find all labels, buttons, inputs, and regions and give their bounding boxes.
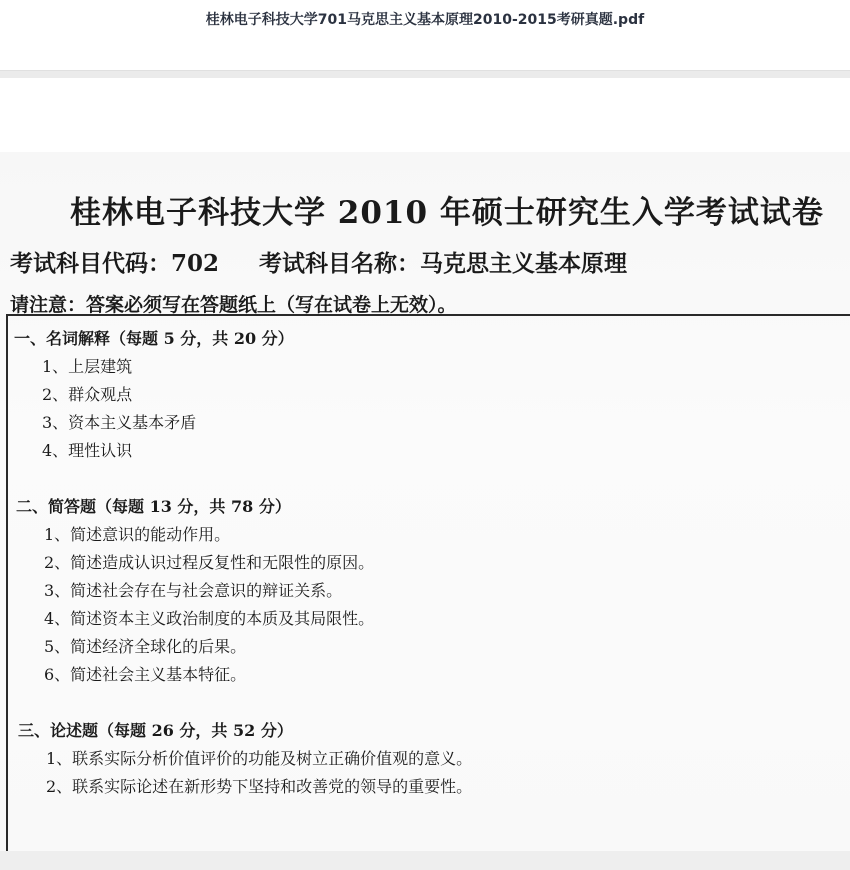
question-item: 2、简述造成认识过程反复性和无限性的原因。 bbox=[44, 553, 375, 572]
question-item: 3、简述社会存在与社会意识的辩证关系。 bbox=[44, 581, 343, 600]
scanned-exam-page bbox=[0, 152, 850, 851]
viewer-header bbox=[0, 0, 850, 70]
subject-line bbox=[10, 245, 627, 278]
exam-notice: 请注意：答案必须写在答题纸上（写在试卷上无效）。 bbox=[10, 294, 457, 316]
question-item: 2、群众观点 bbox=[42, 385, 133, 404]
question-item: 5、简述经济全球化的后果。 bbox=[44, 637, 247, 656]
question-item: 4、简述资本主义政治制度的本质及其局限性。 bbox=[44, 609, 375, 628]
section-heading: 二、简答题（每题 13 分，共 78 分） bbox=[16, 497, 291, 516]
file-title: 桂林电子科技大学701马克思主义基本原理2010-2015考研真题.pdf bbox=[205, 12, 645, 28]
question-area bbox=[6, 314, 850, 856]
exam-title: 桂林电子科技大学 2010 年硕士研究生入学考试试卷 bbox=[70, 195, 824, 231]
question-item: 3、资本主义基本矛盾 bbox=[42, 413, 197, 432]
question-item: 4、理性认识 bbox=[42, 441, 133, 460]
subject-name: 考试科目名称：马克思主义基本原理 bbox=[259, 250, 628, 277]
section-heading: 一、名词解释（每题 5 分，共 20 分） bbox=[14, 329, 294, 348]
question-item: 6、简述社会主义基本特征。 bbox=[44, 665, 247, 684]
section-heading: 三、论述题（每题 26 分，共 52 分） bbox=[18, 721, 293, 740]
viewer-bottom-bar bbox=[0, 851, 850, 870]
subject-code: 考试科目代码：702 bbox=[10, 250, 220, 277]
question-item: 1、联系实际分析价值评价的功能及树立正确价值观的意义。 bbox=[46, 749, 473, 768]
question-item: 1、上层建筑 bbox=[42, 357, 133, 376]
question-item: 2、联系实际论述在新形势下坚持和改善党的领导的重要性。 bbox=[46, 777, 473, 796]
question-item: 1、简述意识的能动作用。 bbox=[44, 525, 231, 544]
